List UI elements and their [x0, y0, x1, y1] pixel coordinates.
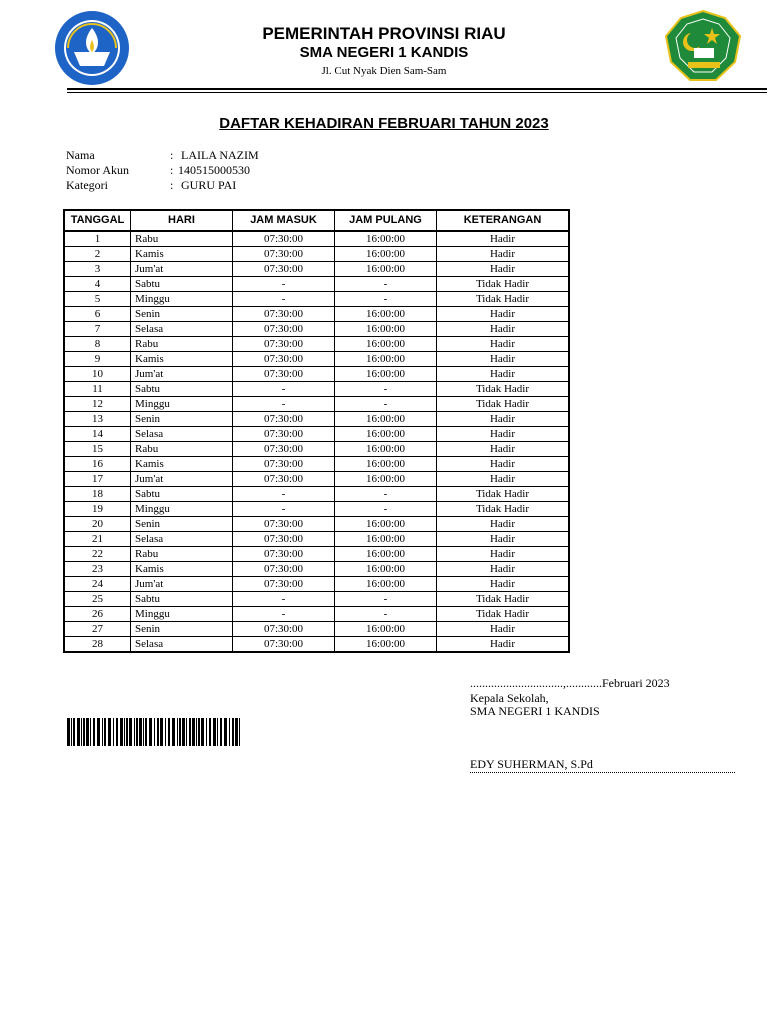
cell-jam-pulang: - — [335, 397, 437, 412]
cell-jam-pulang: 16:00:00 — [335, 562, 437, 577]
cell-jam-masuk: 07:30:00 — [233, 562, 335, 577]
cell-jam-pulang: 16:00:00 — [335, 322, 437, 337]
barcode-bar — [120, 718, 123, 746]
cell-tanggal: 26 — [64, 607, 131, 622]
cell-keterangan: Hadir — [437, 547, 570, 562]
cell-jam-pulang: 16:00:00 — [335, 427, 437, 442]
barcode-bar — [165, 718, 166, 746]
header-jam-masuk: JAM MASUK — [233, 210, 335, 231]
cell-tanggal: 14 — [64, 427, 131, 442]
cell-jam-masuk: 07:30:00 — [233, 472, 335, 487]
cell-tanggal: 24 — [64, 577, 131, 592]
cell-keterangan: Hadir — [437, 337, 570, 352]
table-row — [64, 247, 569, 262]
cell-tanggal: 6 — [64, 307, 131, 322]
table-row — [64, 277, 569, 292]
table-row — [64, 307, 569, 322]
barcode-bar — [168, 718, 170, 746]
table-header-row — [64, 210, 569, 231]
cell-hari: Minggu — [131, 397, 233, 412]
info-row-account — [66, 163, 250, 178]
cell-jam-pulang: 16:00:00 — [335, 577, 437, 592]
barcode-bar — [157, 718, 159, 746]
cell-jam-pulang: - — [335, 292, 437, 307]
barcode-bar — [172, 718, 175, 746]
table-row — [64, 637, 569, 653]
barcode-bar — [239, 718, 240, 746]
barcode-bar — [213, 718, 216, 746]
cell-keterangan: Hadir — [437, 262, 570, 277]
header-divider-thin — [67, 92, 767, 93]
barcode-bar — [67, 718, 70, 746]
cell-jam-masuk: - — [233, 487, 335, 502]
cell-tanggal: 3 — [64, 262, 131, 277]
cell-jam-masuk: 07:30:00 — [233, 637, 335, 653]
barcode-bar — [71, 718, 72, 746]
cell-tanggal: 19 — [64, 502, 131, 517]
cell-jam-masuk: 07:30:00 — [233, 532, 335, 547]
cell-jam-masuk: 07:30:00 — [233, 367, 335, 382]
cell-tanggal: 23 — [64, 562, 131, 577]
cell-hari: Sabtu — [131, 277, 233, 292]
cell-jam-masuk: 07:30:00 — [233, 337, 335, 352]
cell-keterangan: Hadir — [437, 322, 570, 337]
table-row — [64, 367, 569, 382]
signature-title: Kepala Sekolah, — [470, 691, 549, 705]
barcode-bar — [81, 718, 82, 746]
cell-keterangan: Hadir — [437, 457, 570, 472]
table-row — [64, 532, 569, 547]
barcode-bar — [93, 718, 95, 746]
barcode-bar — [124, 718, 125, 746]
info-value: LAILA NAZIM — [181, 148, 259, 162]
cell-jam-pulang: 16:00:00 — [335, 637, 437, 653]
table-row — [64, 577, 569, 592]
barcode — [67, 718, 243, 746]
cell-jam-masuk: 07:30:00 — [233, 442, 335, 457]
barcode-bar — [198, 718, 200, 746]
cell-hari: Minggu — [131, 607, 233, 622]
cell-keterangan: Hadir — [437, 367, 570, 382]
table-row — [64, 622, 569, 637]
cell-hari: Minggu — [131, 292, 233, 307]
cell-tanggal: 17 — [64, 472, 131, 487]
cell-jam-masuk: 07:30:00 — [233, 352, 335, 367]
cell-jam-pulang: 16:00:00 — [335, 307, 437, 322]
cell-jam-pulang: - — [335, 592, 437, 607]
cell-keterangan: Hadir — [437, 562, 570, 577]
cell-hari: Kamis — [131, 562, 233, 577]
header-jam-pulang: JAM PULANG — [335, 210, 437, 231]
cell-hari: Senin — [131, 622, 233, 637]
cell-hari: Senin — [131, 517, 233, 532]
cell-keterangan: Hadir — [437, 517, 570, 532]
info-separator: : — [170, 163, 174, 177]
cell-jam-pulang: 16:00:00 — [335, 442, 437, 457]
cell-tanggal: 7 — [64, 322, 131, 337]
cell-tanggal: 16 — [64, 457, 131, 472]
cell-keterangan: Hadir — [437, 532, 570, 547]
barcode-bar — [139, 718, 142, 746]
cell-jam-masuk: 07:30:00 — [233, 231, 335, 247]
table-row — [64, 607, 569, 622]
cell-keterangan: Hadir — [437, 622, 570, 637]
cell-jam-masuk: 07:30:00 — [233, 547, 335, 562]
cell-tanggal: 11 — [64, 382, 131, 397]
table-row — [64, 262, 569, 277]
table-row — [64, 337, 569, 352]
barcode-bar — [83, 718, 85, 746]
header-divider-thick — [67, 88, 767, 90]
cell-jam-pulang: - — [335, 382, 437, 397]
barcode-bar — [90, 718, 91, 746]
info-label: Nomor Akun — [66, 163, 129, 177]
document-title: DAFTAR KEHADIRAN FEBRUARI TAHUN 2023 — [219, 115, 549, 132]
cell-jam-pulang: 16:00:00 — [335, 262, 437, 277]
signature-underline — [470, 772, 735, 773]
cell-keterangan: Hadir — [437, 352, 570, 367]
barcode-bar — [235, 718, 238, 746]
barcode-bar — [201, 718, 204, 746]
table-row — [64, 562, 569, 577]
signatory-name: EDY SUHERMAN, S.Pd — [470, 757, 593, 771]
cell-tanggal: 18 — [64, 487, 131, 502]
signature-date: ...............................,............Februari 2023 — [470, 676, 670, 690]
cell-jam-pulang: 16:00:00 — [335, 517, 437, 532]
cell-hari: Kamis — [131, 457, 233, 472]
cell-hari: Selasa — [131, 427, 233, 442]
cell-jam-masuk: - — [233, 502, 335, 517]
barcode-bar — [129, 718, 132, 746]
cell-jam-pulang: 16:00:00 — [335, 412, 437, 427]
attendance-body — [64, 231, 569, 652]
cell-keterangan: Hadir — [437, 231, 570, 247]
cell-jam-pulang: 16:00:00 — [335, 337, 437, 352]
cell-tanggal: 27 — [64, 622, 131, 637]
info-label: Nama — [66, 148, 95, 162]
barcode-bar — [86, 718, 89, 746]
cell-hari: Selasa — [131, 532, 233, 547]
cell-keterangan: Tidak Hadir — [437, 592, 570, 607]
barcode-bar — [177, 718, 178, 746]
cell-hari: Jum'at — [131, 367, 233, 382]
cell-hari: Sabtu — [131, 487, 233, 502]
cell-tanggal: 10 — [64, 367, 131, 382]
cell-jam-masuk: 07:30:00 — [233, 517, 335, 532]
cell-hari: Rabu — [131, 337, 233, 352]
barcode-bar — [154, 718, 155, 746]
barcode-bar — [224, 718, 227, 746]
cell-jam-masuk: 07:30:00 — [233, 457, 335, 472]
table-row — [64, 231, 569, 247]
cell-jam-masuk: - — [233, 607, 335, 622]
cell-hari: Senin — [131, 307, 233, 322]
barcode-bar — [179, 718, 181, 746]
attendance-table — [63, 209, 570, 653]
school-address: Jl. Cut Nyak Dien Sam-Sam — [321, 65, 447, 77]
cell-keterangan: Hadir — [437, 247, 570, 262]
cell-hari: Jum'at — [131, 577, 233, 592]
info-separator: : — [170, 148, 174, 162]
barcode-bar — [192, 718, 195, 746]
cell-jam-masuk: - — [233, 277, 335, 292]
table-row — [64, 502, 569, 517]
barcode-bar — [160, 718, 163, 746]
cell-tanggal: 9 — [64, 352, 131, 367]
table-row — [64, 472, 569, 487]
table-row — [64, 517, 569, 532]
cell-jam-masuk: 07:30:00 — [233, 577, 335, 592]
cell-jam-masuk: 07:30:00 — [233, 262, 335, 277]
table-row — [64, 397, 569, 412]
barcode-bar — [77, 718, 80, 746]
cell-hari: Minggu — [131, 502, 233, 517]
cell-tanggal: 8 — [64, 337, 131, 352]
barcode-bar — [189, 718, 191, 746]
cell-tanggal: 2 — [64, 247, 131, 262]
cell-jam-pulang: 16:00:00 — [335, 457, 437, 472]
cell-jam-pulang: 16:00:00 — [335, 532, 437, 547]
government-name: PEMERINTAH PROVINSI RIAU — [262, 24, 506, 43]
barcode-bar — [136, 718, 138, 746]
table-row — [64, 322, 569, 337]
table-row — [64, 352, 569, 367]
barcode-bar — [143, 718, 144, 746]
cell-hari: Rabu — [131, 442, 233, 457]
cell-jam-pulang: 16:00:00 — [335, 622, 437, 637]
table-row — [64, 592, 569, 607]
table-row — [64, 292, 569, 307]
barcode-bar — [232, 718, 234, 746]
cell-keterangan: Hadir — [437, 577, 570, 592]
cell-tanggal: 22 — [64, 547, 131, 562]
cell-keterangan: Hadir — [437, 412, 570, 427]
cell-tanggal: 20 — [64, 517, 131, 532]
cell-tanggal: 1 — [64, 231, 131, 247]
cell-hari: Rabu — [131, 231, 233, 247]
cell-jam-pulang: 16:00:00 — [335, 472, 437, 487]
barcode-bar — [104, 718, 106, 746]
cell-hari: Rabu — [131, 547, 233, 562]
info-value: 140515000530 — [178, 163, 250, 177]
cell-keterangan: Hadir — [437, 472, 570, 487]
barcode-bar — [113, 718, 114, 746]
table-row — [64, 457, 569, 472]
barcode-bar — [182, 718, 185, 746]
signature-school: SMA NEGERI 1 KANDIS — [470, 704, 600, 718]
cell-hari: Sabtu — [131, 382, 233, 397]
cell-tanggal: 13 — [64, 412, 131, 427]
cell-jam-pulang: - — [335, 502, 437, 517]
cell-keterangan: Hadir — [437, 637, 570, 653]
cell-jam-masuk: - — [233, 382, 335, 397]
school-name: SMA NEGERI 1 KANDIS — [299, 44, 469, 61]
cell-tanggal: 12 — [64, 397, 131, 412]
info-row-name — [66, 148, 259, 163]
barcode-bar — [102, 718, 103, 746]
cell-jam-pulang: 16:00:00 — [335, 247, 437, 262]
cell-tanggal: 4 — [64, 277, 131, 292]
cell-keterangan: Tidak Hadir — [437, 487, 570, 502]
barcode-bar — [149, 718, 152, 746]
cell-keterangan: Tidak Hadir — [437, 607, 570, 622]
info-value: GURU PAI — [181, 178, 237, 192]
cell-keterangan: Tidak Hadir — [437, 502, 570, 517]
info-separator: : — [170, 178, 174, 192]
cell-tanggal: 15 — [64, 442, 131, 457]
cell-tanggal: 28 — [64, 637, 131, 653]
barcode-bar — [145, 718, 147, 746]
cell-jam-pulang: 16:00:00 — [335, 367, 437, 382]
cell-jam-masuk: - — [233, 592, 335, 607]
barcode-bar — [73, 718, 75, 746]
barcode-bar — [229, 718, 230, 746]
barcode-bar — [217, 718, 218, 746]
cell-jam-masuk: 07:30:00 — [233, 307, 335, 322]
cell-jam-pulang: - — [335, 277, 437, 292]
cell-hari: Sabtu — [131, 592, 233, 607]
barcode-bar — [196, 718, 197, 746]
cell-jam-masuk: - — [233, 397, 335, 412]
cell-jam-pulang: 16:00:00 — [335, 352, 437, 367]
table-row — [64, 487, 569, 502]
cell-jam-masuk: 07:30:00 — [233, 247, 335, 262]
cell-jam-masuk: 07:30:00 — [233, 412, 335, 427]
cell-hari: Jum'at — [131, 472, 233, 487]
barcode-bar — [126, 718, 128, 746]
header-tanggal: TANGGAL — [64, 210, 131, 231]
barcode-bar — [97, 718, 100, 746]
cell-jam-masuk: 07:30:00 — [233, 427, 335, 442]
barcode-bar — [108, 718, 111, 746]
cell-keterangan: Tidak Hadir — [437, 292, 570, 307]
cell-jam-masuk: - — [233, 292, 335, 307]
barcode-bar — [116, 718, 118, 746]
cell-jam-masuk: 07:30:00 — [233, 322, 335, 337]
cell-keterangan: Hadir — [437, 307, 570, 322]
barcode-bar — [134, 718, 135, 746]
cell-keterangan: Tidak Hadir — [437, 277, 570, 292]
cell-keterangan: Hadir — [437, 427, 570, 442]
cell-tanggal: 21 — [64, 532, 131, 547]
table-row — [64, 427, 569, 442]
cell-hari: Selasa — [131, 322, 233, 337]
cell-tanggal: 25 — [64, 592, 131, 607]
table-row — [64, 412, 569, 427]
cell-jam-masuk: 07:30:00 — [233, 622, 335, 637]
cell-tanggal: 5 — [64, 292, 131, 307]
barcode-bar — [220, 718, 222, 746]
table-row — [64, 442, 569, 457]
cell-jam-pulang: - — [335, 607, 437, 622]
barcode-bar — [209, 718, 211, 746]
cell-hari: Kamis — [131, 247, 233, 262]
table-row — [64, 547, 569, 562]
info-label: Kategori — [66, 178, 108, 192]
cell-jam-pulang: - — [335, 487, 437, 502]
cell-jam-pulang: 16:00:00 — [335, 231, 437, 247]
cell-hari: Senin — [131, 412, 233, 427]
header-hari: HARI — [131, 210, 233, 231]
info-row-category — [66, 178, 236, 193]
cell-keterangan: Tidak Hadir — [437, 397, 570, 412]
cell-keterangan: Hadir — [437, 442, 570, 457]
cell-hari: Jum'at — [131, 262, 233, 277]
barcode-bar — [206, 718, 207, 746]
cell-hari: Kamis — [131, 352, 233, 367]
cell-hari: Selasa — [131, 637, 233, 653]
header-keterangan: KETERANGAN — [437, 210, 570, 231]
table-row — [64, 382, 569, 397]
barcode-bar — [186, 718, 187, 746]
cell-keterangan: Tidak Hadir — [437, 382, 570, 397]
cell-jam-pulang: 16:00:00 — [335, 547, 437, 562]
